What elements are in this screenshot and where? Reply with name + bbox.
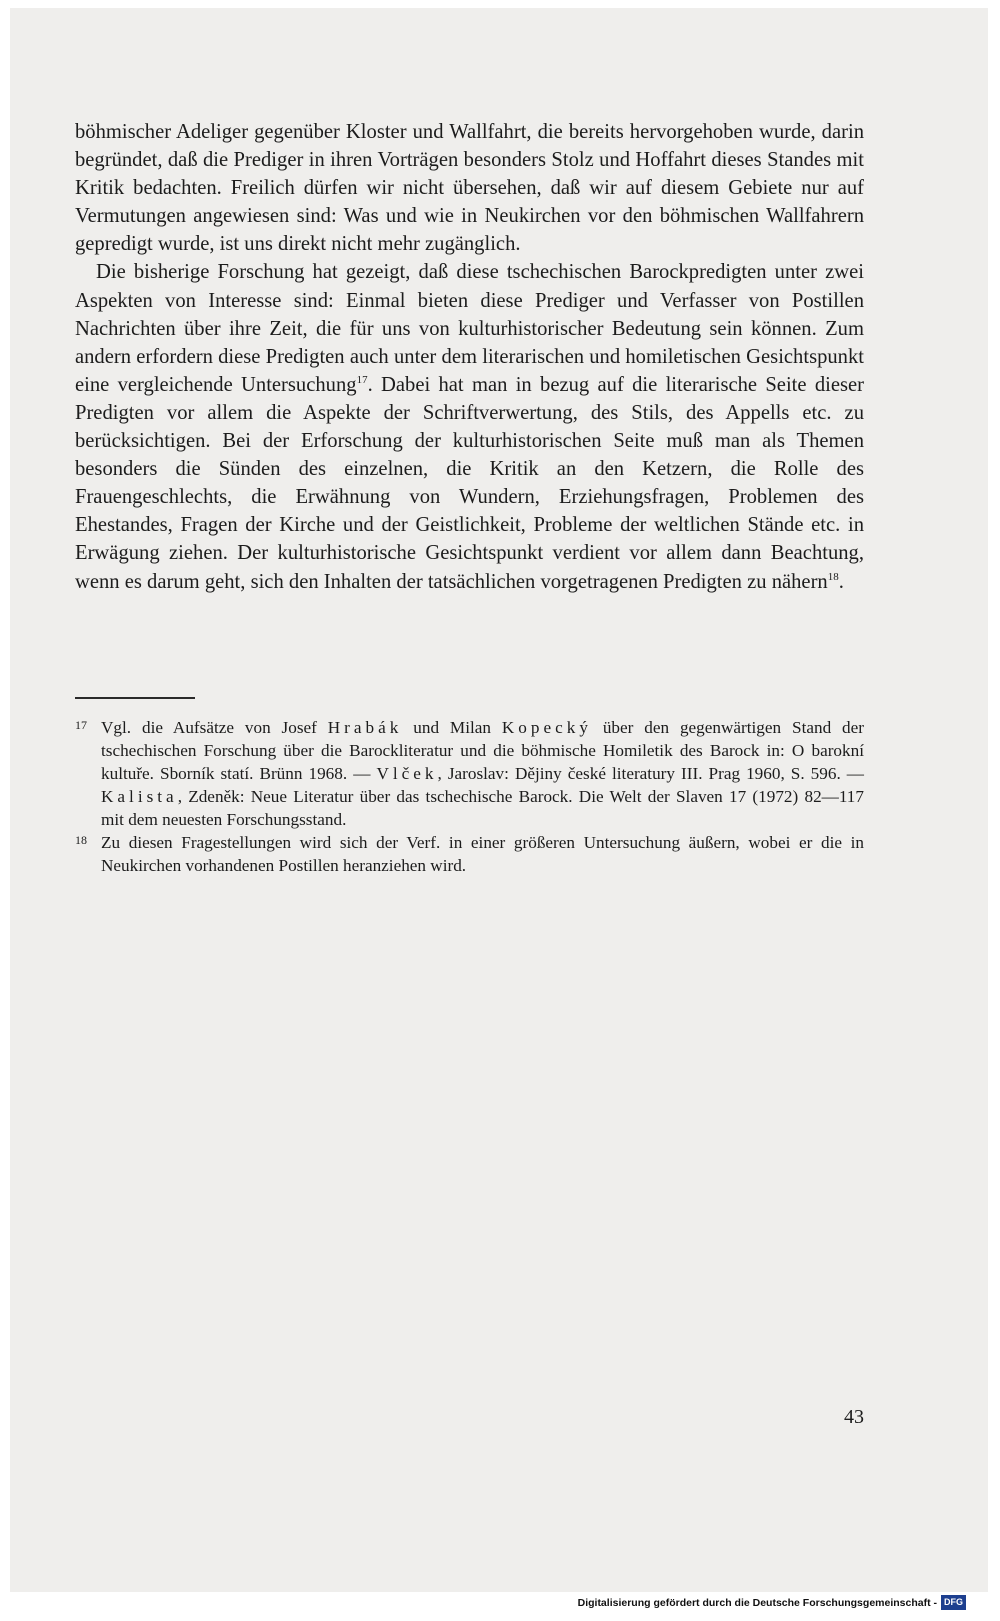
paragraph-2-part-c: . <box>838 570 844 593</box>
paragraph-2-part-a: Die bisherige Forschung hat gezeigt, daß diese tschechischen Barockpredigten unter zwei Aspekten von Interesse sind: Einmal bieten diese Prediger und Verfasser von Postillen Nachrichten über ihre Zeit, die für uns von kulturhistorischer Bedeutung sein können. Zum andern erfordern diese Predigten auch unter dem literarischen und homiletischen Gesichtspunkt eine vergleichende Untersuchung <box>75 261 864 396</box>
author-name-vlcek: Vlček <box>376 764 438 783</box>
page-number: 43 <box>844 1406 864 1428</box>
footnotes <box>75 716 864 877</box>
footnote-number: 18 <box>75 833 87 847</box>
footnote-text-part: Vgl. die Aufsätze von Josef <box>101 718 328 737</box>
author-name-hrabak: Hrabák <box>327 718 403 737</box>
footnote-text-part: , Zdeněk: Neue Literatur über das tschechische Barock. Die Welt der Slaven 17 (1972) 82—117 mit dem neuesten Forschungsstand. <box>101 787 864 829</box>
paragraph-1: böhmischer Adeliger gegenüber Kloster und Wallfahrt, die bereits hervorgehoben wurde, darin begründet, daß die Prediger in ihren Vorträgen besonders Stolz und Hoffahrt dieses Standes mit Kritik bedachten. Freilich dürfen wir nicht übersehen, daß wir auf diesem Gebiete nur auf Vermutungen angewiesen sind: Was und wie in Neukirchen vor den böhmischen Wallfahrern gepredigt wurde, ist uns direkt nicht mehr zugänglich. <box>75 121 864 256</box>
paragraph-2 <box>75 258 864 595</box>
author-name-kalista: Kalista <box>101 787 178 806</box>
footnote-18 <box>75 831 864 877</box>
footnote-text-part: und Milan <box>402 718 502 737</box>
digitization-credit <box>578 1595 966 1610</box>
footnote-text-part: über den gegenwärtigen Stand der tschechischen Forschung über die Barockliteratur und die böhmische Homiletik des Barock in: O barokní kultuře. Sborník statí. Brünn 1968. — <box>101 718 864 783</box>
footnote-17 <box>75 716 864 831</box>
footnote-text-part: , Jaroslav: Dějiny české literatury III. Prag 1960, S. 596. — <box>437 764 864 783</box>
footnote-separator <box>75 697 195 699</box>
footnote-text <box>101 716 864 831</box>
footnote-number: 17 <box>75 718 87 732</box>
footnote-text: Zu diesen Fragestellungen wird sich der Verf. in einer größeren Untersuchung äußern, wobei er die in Neukirchen vorhandenen Postillen heranziehen wird. <box>101 833 864 875</box>
footnote-ref-17: 17 <box>356 373 368 386</box>
footnote-ref-18: 18 <box>827 570 839 583</box>
dfg-logo: DFG <box>941 1595 966 1610</box>
credit-text: Digitalisierung gefördert durch die Deutsche Forschungsgemeinschaft - <box>577 1596 937 1609</box>
paragraph-2-part-b: . Dabei hat man in bezug auf die literarische Seite dieser Predigten vor allem die Aspekte der Schriftverwertung, des Stils, des Appells etc. zu berücksichtigen. Bei der Erforschung der kulturhistorischen Seite muß man als Themen besonders die Sünden des einzelnen, die Kritik an den Ketzern, die Rolle des Frauengeschlechts, die Erwähnung von Wundern, Erziehungsfragen, Problemen des Ehestandes, Fragen der Kirche und der Geistlichkeit, Probleme der weltlichen Stände etc. in Erwägung ziehen. Der kulturhistorische Gesichtspunkt verdient vor allem dann Beachtung, wenn es darum geht, sich den Inhalten der tatsächlichen vorgetragenen Predigten zu nähern <box>75 373 864 593</box>
author-name-kopecky: Kopecký <box>501 718 592 737</box>
main-text <box>75 118 864 596</box>
